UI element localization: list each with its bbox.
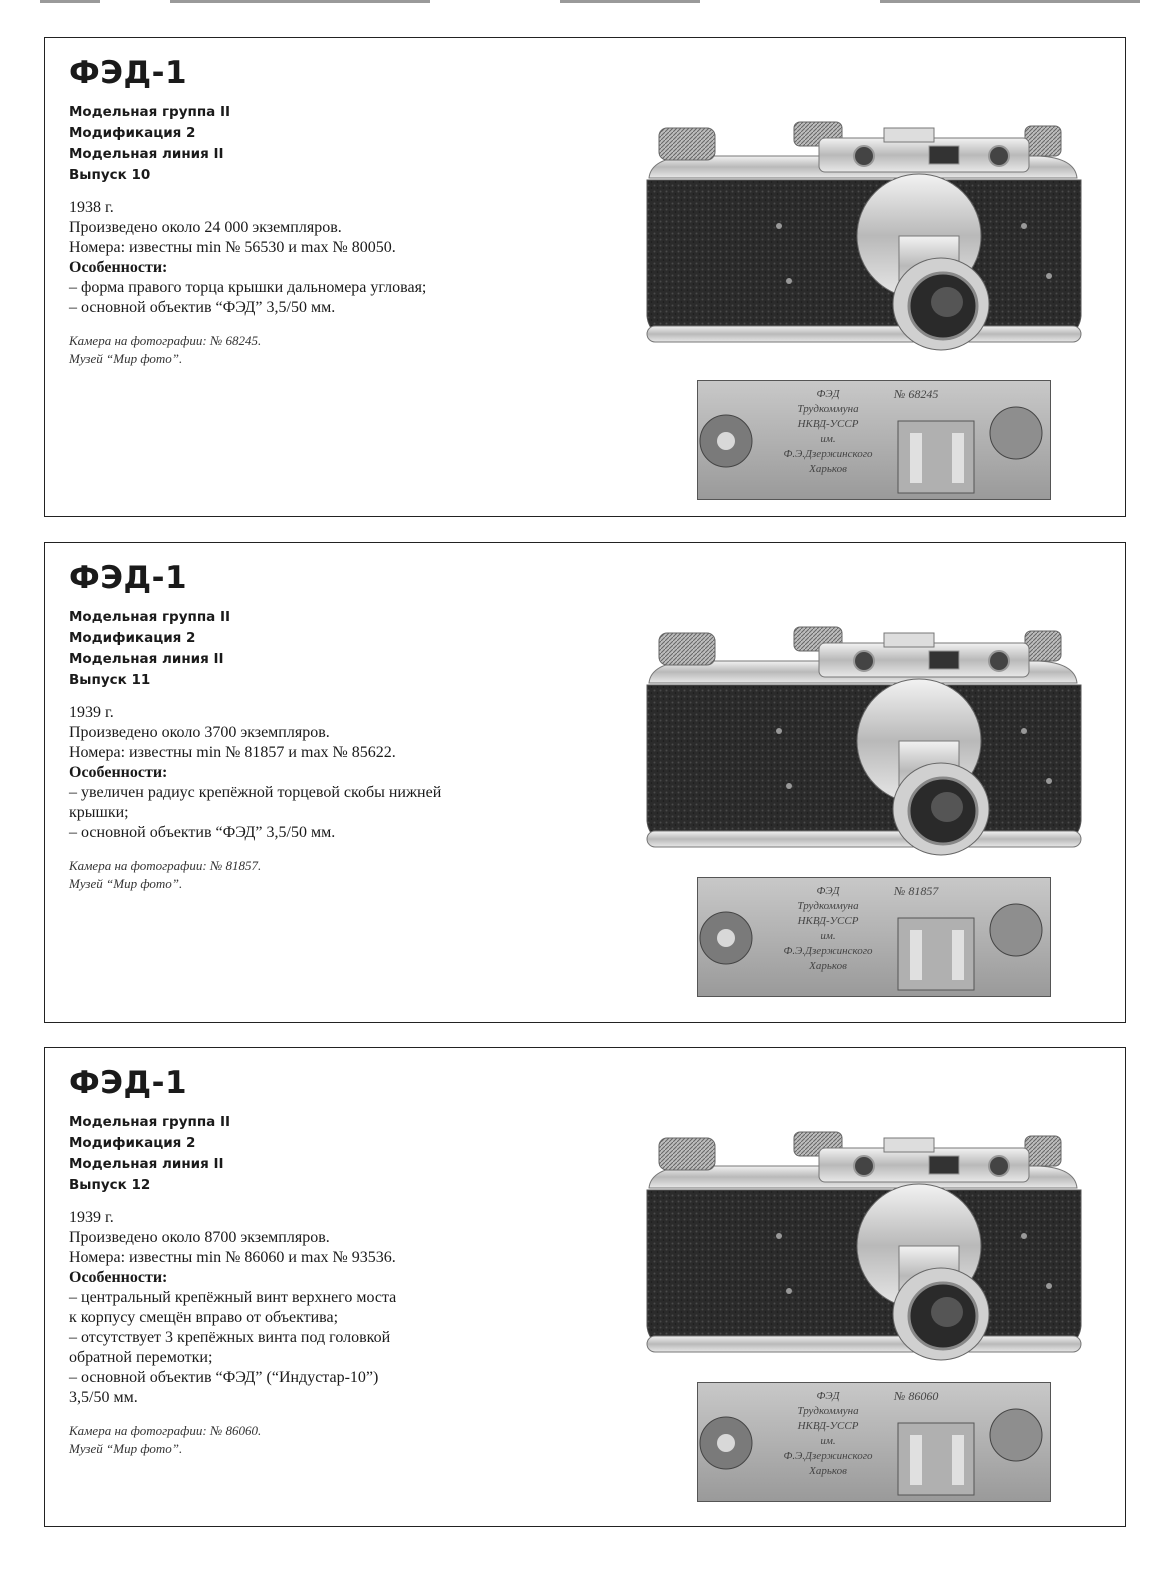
engraving-line: Харьков	[809, 1465, 847, 1477]
feature-item: 3,5/50 мм.	[69, 1389, 138, 1406]
camera-illustration	[629, 1086, 1099, 1376]
engraving-serial: № 86060	[894, 1389, 939, 1403]
engraving-line: им.	[820, 930, 836, 942]
issue: Выпуск 11	[69, 672, 151, 688]
engraving-line: НКВД-УССР	[797, 418, 859, 430]
engraving-line: Трудкоммуна	[797, 1405, 859, 1417]
card-title: ФЭД-1	[69, 55, 188, 91]
engraving-detail-photo	[697, 877, 1051, 997]
features-heading: Особенности:	[69, 764, 168, 781]
model-line: Модельная линия II	[69, 146, 224, 162]
caption-museum: Музей “Мир фото”.	[69, 351, 183, 366]
produced-count: Произведено около 3700 экземпляров.	[69, 724, 330, 741]
engraving-line: Трудкоммуна	[797, 403, 859, 415]
engraving-line: ФЭД	[816, 885, 840, 897]
card-text	[69, 1066, 569, 1458]
issue: Выпуск 10	[69, 167, 151, 183]
feature-item: – основной объектив “ФЭД” 3,5/50 мм.	[69, 299, 336, 316]
feature-item: – центральный крепёжный винт верхнего моста	[69, 1289, 397, 1306]
feature-item: крышки;	[69, 804, 129, 821]
serial-range: Номера: известны min № 81857 и max № 85622.	[69, 744, 396, 761]
card-text	[69, 56, 569, 368]
year: 1939 г.	[69, 704, 114, 721]
engraving-text	[758, 1389, 898, 1479]
caption-museum: Музей “Мир фото”.	[69, 1441, 183, 1456]
model-group: Модельная группа II	[69, 609, 231, 625]
feature-item: к корпусу смещён вправо от объектива;	[69, 1309, 339, 1326]
feature-item: – увеличен радиус крепёжной торцевой скобы нижней	[69, 784, 442, 801]
camera-card-3	[44, 1047, 1126, 1527]
photo-caption	[69, 857, 569, 893]
engraving-line: Харьков	[809, 463, 847, 475]
camera-illustration	[629, 581, 1099, 871]
engraving-text	[758, 884, 898, 974]
modification: Модификация 2	[69, 1135, 196, 1151]
feature-item: – основной объектив “ФЭД” (“Индустар-10”)	[69, 1369, 379, 1386]
top-edge	[0, 0, 1150, 14]
engraving-serial: № 81857	[894, 884, 939, 898]
modification: Модификация 2	[69, 125, 196, 141]
serial-range: Номера: известны min № 56530 и max № 80050.	[69, 239, 396, 256]
camera-photo	[629, 581, 1099, 871]
engraving-detail-photo	[697, 380, 1051, 500]
engraving-line: Ф.Э.Дзержинского	[783, 448, 873, 460]
feature-item: – форма правого торца крышки дальномера угловая;	[69, 279, 427, 296]
photo-caption	[69, 332, 569, 368]
camera-photo	[629, 76, 1099, 366]
model-line: Модельная линия II	[69, 1156, 224, 1172]
engraving-line: Ф.Э.Дзержинского	[783, 945, 873, 957]
engraving-line: НКВД-УССР	[797, 1420, 859, 1432]
serial-range: Номера: известны min № 86060 и max № 93536.	[69, 1249, 396, 1266]
engraving-detail-photo	[697, 1382, 1051, 1502]
produced-count: Произведено около 8700 экземпляров.	[69, 1229, 330, 1246]
camera-card-2	[44, 542, 1126, 1023]
photo-caption	[69, 1422, 569, 1458]
model-group: Модельная группа II	[69, 1114, 231, 1130]
model-line: Модельная линия II	[69, 651, 224, 667]
modification: Модификация 2	[69, 630, 196, 646]
caption-camera-number: Камера на фотографии: № 81857.	[69, 858, 262, 873]
card-text	[69, 561, 569, 893]
produced-count: Произведено около 24 000 экземпляров.	[69, 219, 342, 236]
year: 1938 г.	[69, 199, 114, 216]
engraving-line: Харьков	[809, 960, 847, 972]
engraving-text	[758, 387, 898, 477]
camera-card-1	[44, 37, 1126, 517]
engraving-line: Трудкоммуна	[797, 900, 859, 912]
engraving-serial: № 68245	[894, 387, 939, 401]
year: 1939 г.	[69, 1209, 114, 1226]
engraving-line: Ф.Э.Дзержинского	[783, 1450, 873, 1462]
engraving-line: им.	[820, 433, 836, 445]
engraving-line: им.	[820, 1435, 836, 1447]
feature-item: обратной перемотки;	[69, 1349, 213, 1366]
feature-item: – отсутствует 3 крепёжных винта под головкой	[69, 1329, 391, 1346]
model-group: Модельная группа II	[69, 104, 231, 120]
caption-camera-number: Камера на фотографии: № 86060.	[69, 1423, 262, 1438]
caption-camera-number: Камера на фотографии: № 68245.	[69, 333, 262, 348]
engraving-line: НКВД-УССР	[797, 915, 859, 927]
issue: Выпуск 12	[69, 1177, 151, 1193]
engraving-line: ФЭД	[816, 388, 840, 400]
camera-illustration	[629, 76, 1099, 366]
card-title: ФЭД-1	[69, 560, 188, 596]
features-heading: Особенности:	[69, 1269, 168, 1286]
caption-museum: Музей “Мир фото”.	[69, 876, 183, 891]
features-heading: Особенности:	[69, 259, 168, 276]
feature-item: – основной объектив “ФЭД” 3,5/50 мм.	[69, 824, 336, 841]
camera-photo	[629, 1086, 1099, 1376]
engraving-line: ФЭД	[816, 1390, 840, 1402]
card-title: ФЭД-1	[69, 1065, 188, 1101]
